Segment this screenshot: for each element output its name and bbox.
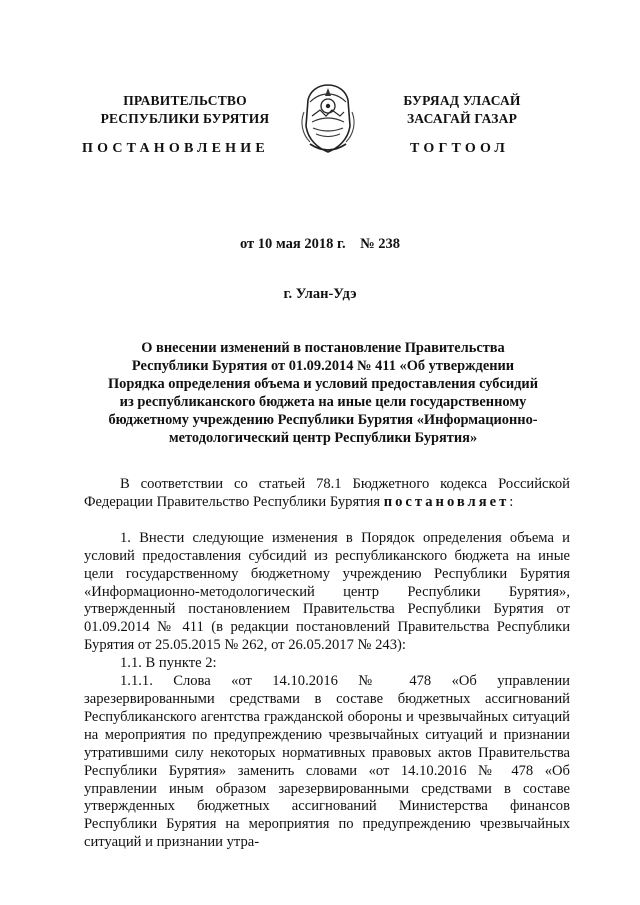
city: г. Улан-Удэ	[283, 286, 357, 302]
preamble-colon: :	[509, 493, 514, 510]
title-line: Республики Бурятия от 01.09.2014 № 411 «Об утверждении	[131, 358, 515, 374]
title-line: методологический центр Республики Бурятия»	[168, 430, 478, 446]
title-line: Порядка определения объема и условий предоставления субсидий	[107, 376, 539, 392]
coat-of-arms-icon	[296, 82, 360, 154]
issuer-block-buryat	[382, 92, 542, 128]
title-line: О внесении изменений в постановление Правительства	[141, 340, 505, 356]
issuer-block-russian	[90, 92, 280, 128]
clause-1-1-1: 1.1.1. Слова «от 14.10.2016 № 478 «Об управлении зарезервированными средствами в составе бюджетных ассигнований Республиканского агентства гражданской обороны и чрезвычайных ситуаций на мероприятия по предупреждению чрезвычайных ситуаций и признании утратившими силу некоторых нормативных правовых актов Правительства Республики Бурятия» заменить словами «от 14.10.2016 № 478 «Об управлении иным образом зарезервированными средствами в составе утвержденных бюджетных ассигнований Министерства финансов Республики Бурятия на мероприятия по предупреждению чрезвычайных ситуаций и признании утра-	[84, 673, 570, 851]
doc-type-buryat: ТОГТООЛ	[410, 141, 510, 156]
clause-1: 1. Внести следующие изменения в Порядок определения объема и условий предоставления субсидий из республиканского бюджета на иные цели государственному бюджетному учреждению Республики Бурятия «Информационно-методологический центр Республики Бурятия», утвержденный постановлением Правительства Республики Бурятия от 01.09.2014 № 411 (в редакции постановлений Правительства Республики Бурятия от 25.05.2015 № 262, от 26.05.2017 № 243):	[84, 529, 570, 654]
issuer-line-2: РЕСПУБЛИКИ БУРЯТИЯ	[100, 111, 270, 126]
issuer-line-buryat-2: ЗАСАГАЙ ГАЗАР	[406, 111, 518, 126]
preamble-text: В соответствии со статьей 78.1 Бюджетного кодекса Российской Федерации Правительство Республики Бурятия	[84, 476, 570, 510]
preamble-paragraph	[84, 476, 570, 512]
title-line: из республиканского бюджета на иные цели государственному	[119, 394, 527, 410]
document-title	[78, 339, 568, 447]
doc-type-russian: ПОСТАНОВЛЕНИЕ	[82, 141, 269, 156]
document-body	[84, 476, 570, 852]
clause-1-1: 1.1. В пункте 2:	[120, 655, 217, 672]
issuer-line-buryat-1: БУРЯАД УЛАСАЙ	[403, 93, 521, 108]
title-line: бюджетному учреждению Республики Бурятия «Информационно-	[108, 412, 538, 428]
date-and-number: от 10 мая 2018 г. № 238	[239, 236, 401, 252]
issuer-line-1: ПРАВИТЕЛЬСТВО	[123, 93, 247, 108]
resolves-keyword: постановляет	[383, 493, 510, 510]
